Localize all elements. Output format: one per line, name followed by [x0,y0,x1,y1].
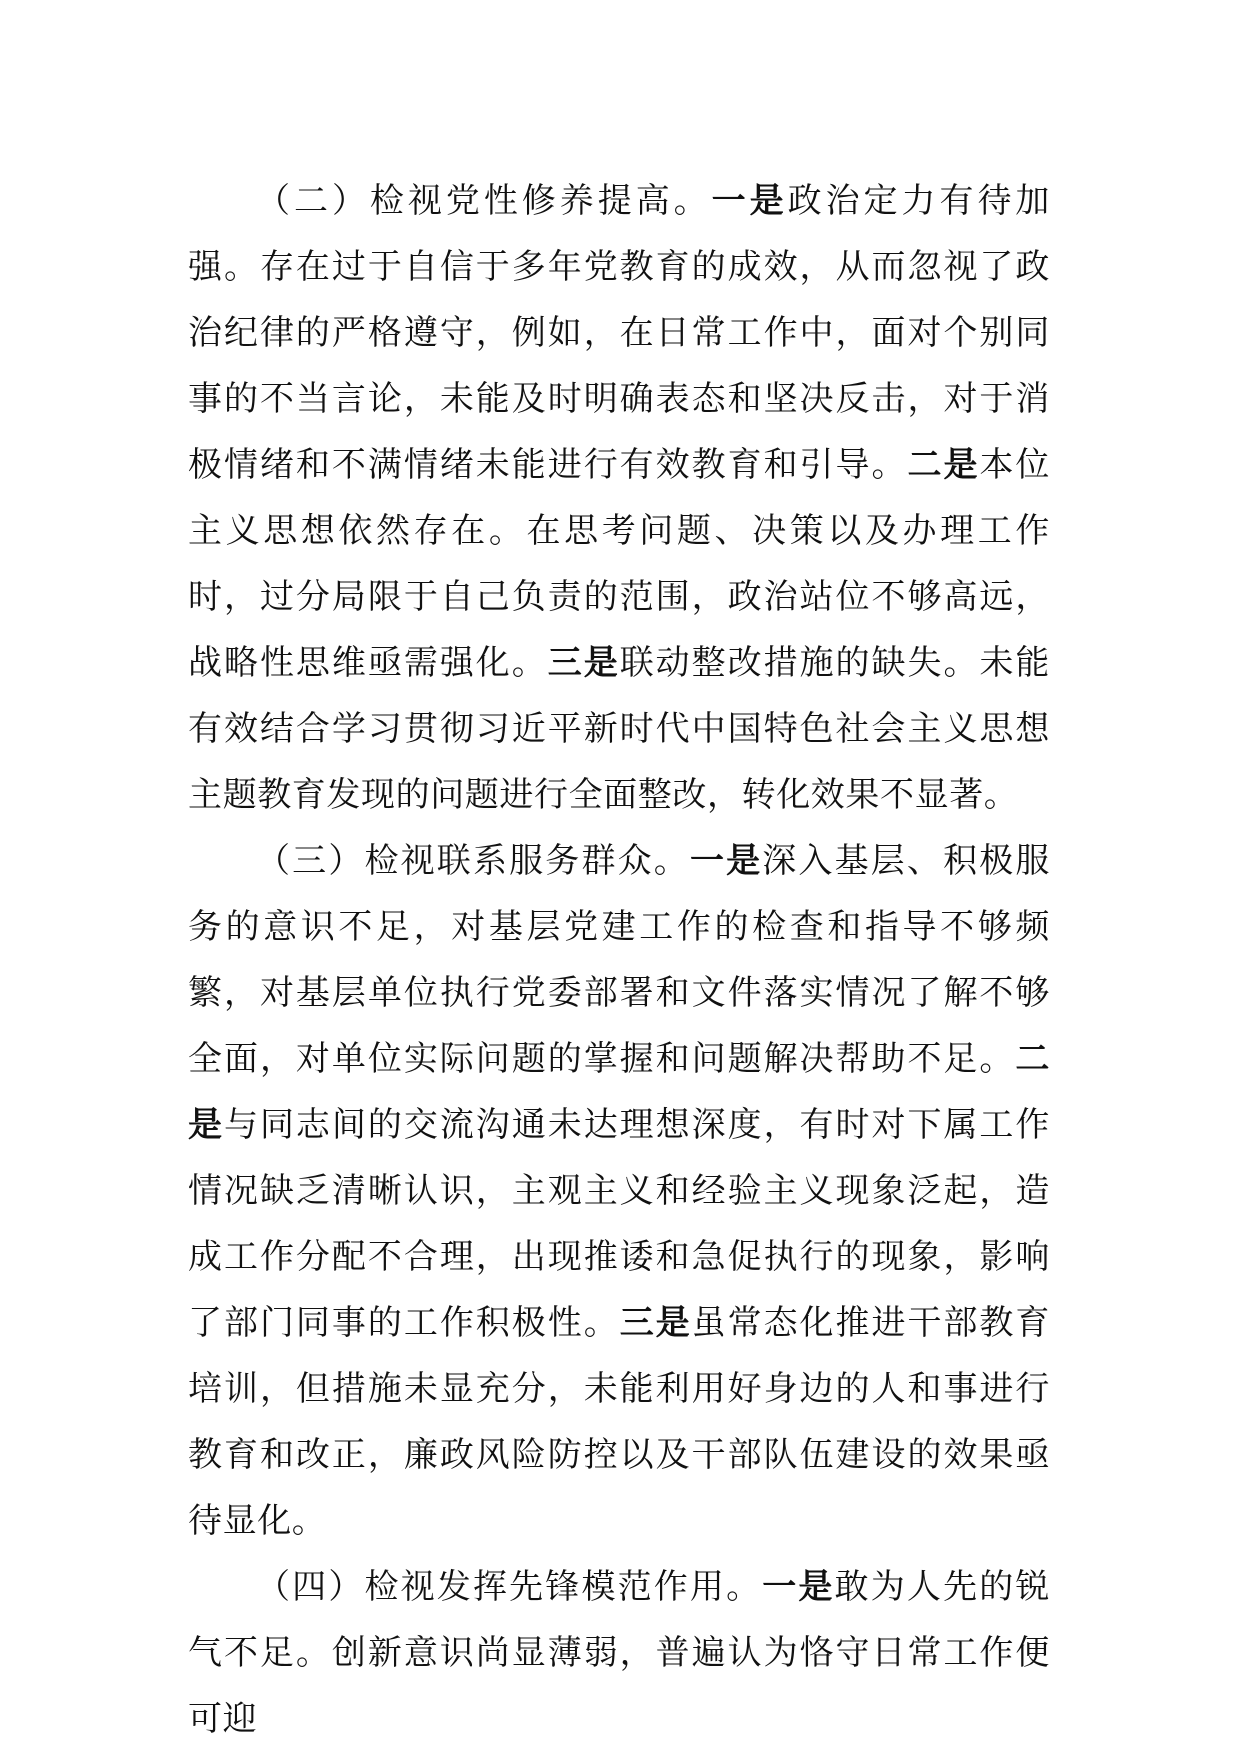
point-text: 与同志间的交流沟通未达理想深度，有时对下属工作情况缺乏清晰认识，主观主义和经验主义现象泛起，造成工作分配不合理，出现推诿和急促执行的现象，影响了部门同事的工作积极性。 [188,1105,1050,1343]
point-marker: 一是 [711,181,788,221]
point-text: 政治定力有待加强。存在过于自信于多年党教育的成效，从而忽视了政治纪律的严格遵守，例如，在日常工作中，面对个别同事的不当言论，未能及时明确表态和坚决反击，对于消极情绪和不满情绪未能进行有效教育和引导。 [188,181,1051,485]
point-marker: 三是 [547,643,620,683]
point-text: 深入基层、积极服务的意识不足，对基层党建工作的检查和指导不够频繁，对基层单位执行党委部署和文件落实情况了解不够全面，对单位实际问题的掌握和问题解决帮助不足。 [188,841,1050,1079]
point-text: 联动整改措施的缺失。未能有效结合学习贯彻习近平新时代中国特色社会主义思想主题教育发现的问题进行全面整改，转化效果不显著。 [188,643,1051,815]
point-text: 虽常态化推进干部教育培训，但措施未显充分，未能利用好身边的人和事进行教育和改正，廉政风险防控以及干部队伍建设的效果亟待显化。 [188,1303,1051,1541]
paragraph-section-2 [188,168,1050,828]
point-marker: 一是 [689,841,763,881]
document-page [188,168,1050,1752]
paragraph-section-4 [188,1554,1050,1752]
section-heading: （二）检视党性修养提高。 [256,181,712,221]
paragraph-section-3 [188,828,1050,1554]
point-marker: 一是 [762,1567,835,1607]
point-marker: 二是 [907,445,980,485]
section-heading: （四）检视发挥先锋模范作用。 [256,1567,763,1607]
point-text: 敢为人先的锐气不足。创新意识尚显薄弱，普遍认为恪守日常工作便可迎 [188,1567,1050,1739]
point-marker: 三是 [619,1303,692,1343]
point-text: 本位主义思想依然存在。在思考问题、决策以及办理工作时，过分局限于自己负责的范围，政治站位不够高远，战略性思维亟需强化。 [188,445,1051,683]
section-heading: （三）检视联系服务群众。 [256,841,690,881]
point-marker: 二是 [188,1039,1050,1145]
